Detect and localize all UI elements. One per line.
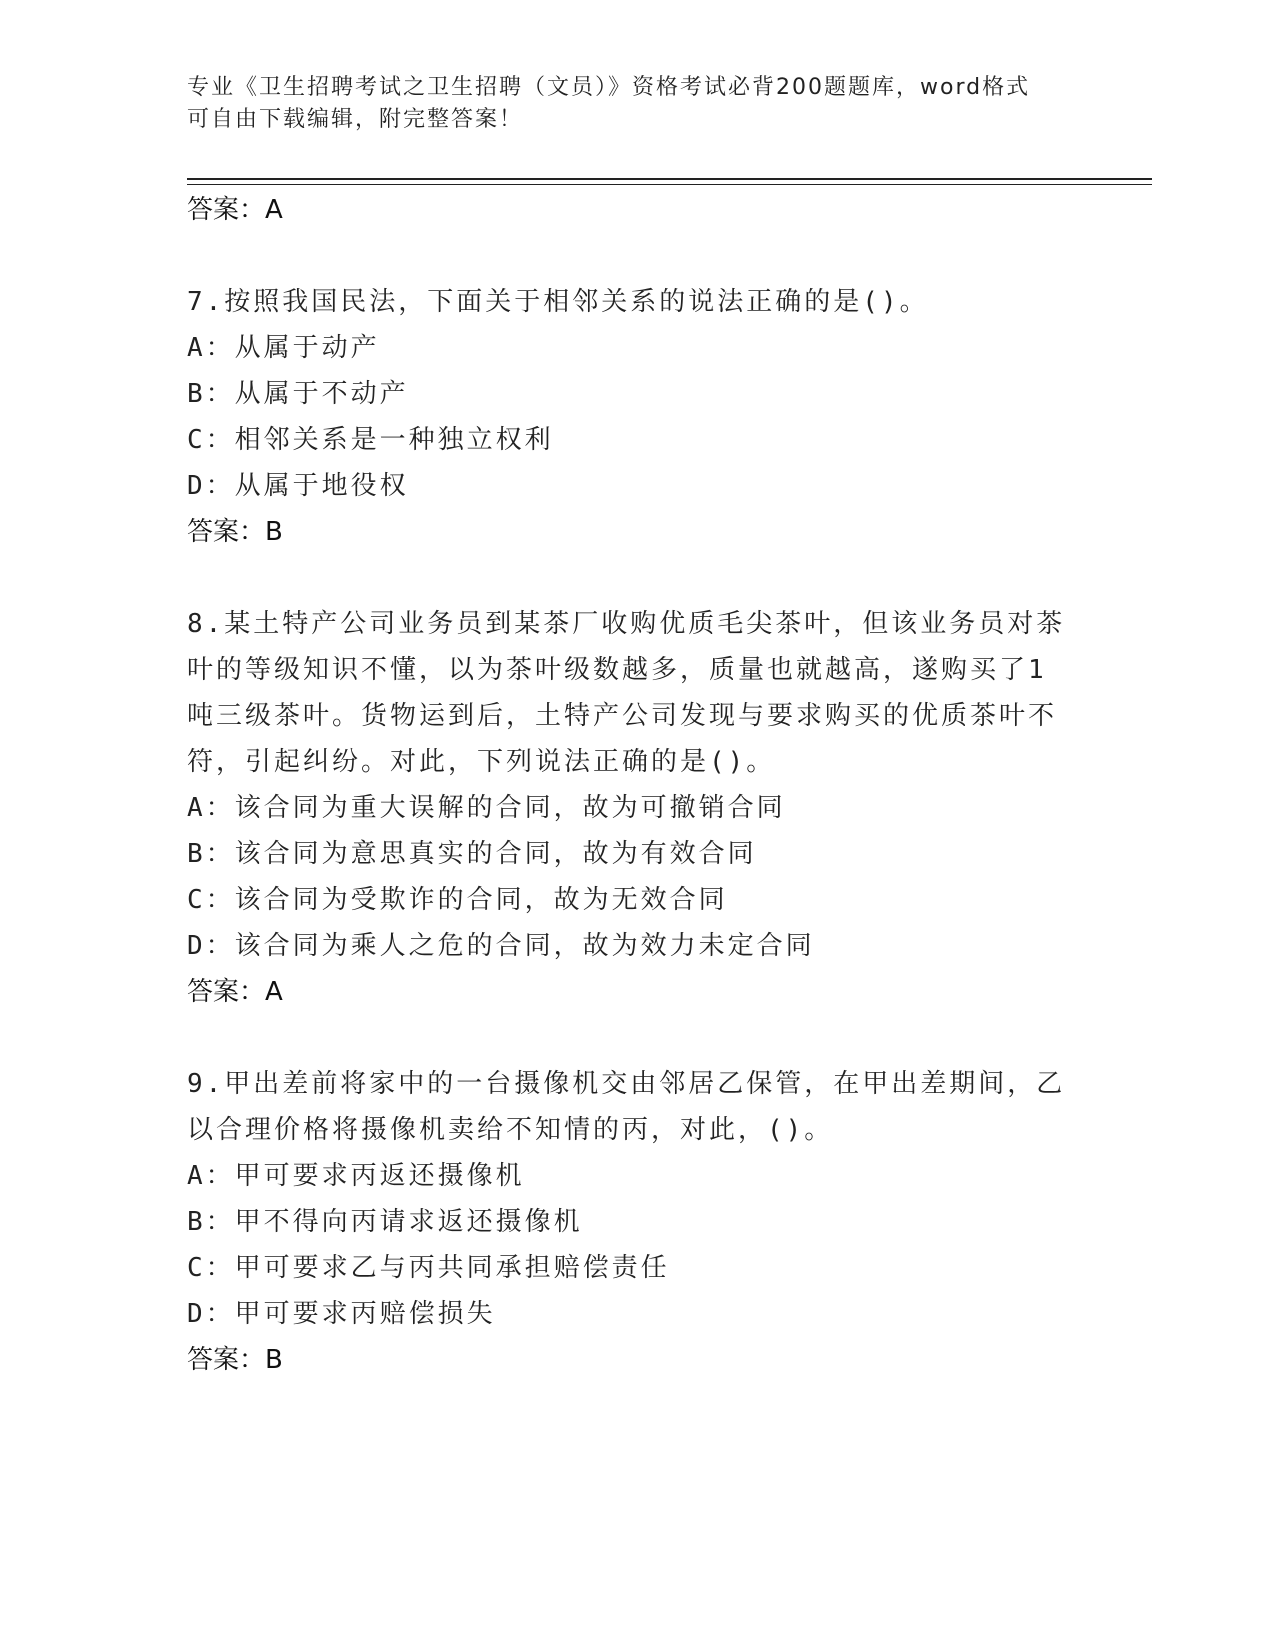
header-divider — [187, 178, 1152, 180]
option-d: D：从属于地役权 — [187, 471, 409, 501]
previous-answer: 答案：A — [187, 195, 283, 225]
header-divider-thin — [187, 184, 1152, 185]
option-b: B：从属于不动产 — [187, 379, 409, 409]
question-text-line: 以合理价格将摄像机卖给不知情的丙，对此，()。 — [187, 1115, 834, 1145]
option-a: A：该合同为重大误解的合同，故为可撤销合同 — [187, 793, 786, 823]
question-block-9 — [187, 1061, 1067, 1383]
question-text-line: 叶的等级知识不懂，以为茶叶级数越多，质量也就越高，遂购买了1 — [187, 655, 1047, 685]
option-d: D：该合同为乘人之危的合同，故为效力未定合同 — [187, 931, 815, 961]
header-line-2: 可自由下载编辑，附完整答案！ — [187, 107, 524, 132]
option-c: C：甲可要求乙与丙共同承担赔偿责任 — [187, 1253, 670, 1283]
spacer — [187, 233, 1067, 279]
header-line-1: 专业《卫生招聘考试之卫生招聘（文员）》资格考试必背200题题库，word格式 — [187, 75, 1031, 100]
option-b: B：该合同为意思真实的合同，故为有效合同 — [187, 839, 757, 869]
option-c: C：该合同为受欺诈的合同，故为无效合同 — [187, 885, 728, 915]
option-a: A：甲可要求丙返还摄像机 — [187, 1161, 525, 1191]
question-text-line: 8.某土特产公司业务员到某茶厂收购优质毛尖茶叶，但该业务员对茶 — [187, 609, 1066, 639]
option-a: A：从属于动产 — [187, 333, 380, 363]
question-text-line: 符，引起纠纷。对此，下列说法正确的是()。 — [187, 747, 776, 777]
spacer — [187, 555, 1067, 601]
answer-label: 答案：B — [187, 1345, 283, 1375]
option-d: D：甲可要求丙赔偿损失 — [187, 1299, 496, 1329]
document-body — [187, 187, 1067, 1383]
option-c: C：相邻关系是一种独立权利 — [187, 425, 554, 455]
question-text-line: 9.甲出差前将家中的一台摄像机交由邻居乙保管，在甲出差期间，乙 — [187, 1069, 1066, 1099]
answer-label: 答案：B — [187, 517, 283, 547]
question-text: 7.按照我国民法，下面关于相邻关系的说法正确的是()。 — [187, 287, 929, 317]
question-text-line: 吨三级茶叶。货物运到后，土特产公司发现与要求购买的优质茶叶不 — [187, 701, 1058, 731]
option-b: B：甲不得向丙请求返还摄像机 — [187, 1207, 583, 1237]
question-block-8 — [187, 601, 1067, 1015]
question-block-7 — [187, 279, 1067, 555]
document-header — [187, 72, 1067, 136]
spacer — [187, 1015, 1067, 1061]
answer-label: 答案：A — [187, 977, 283, 1007]
